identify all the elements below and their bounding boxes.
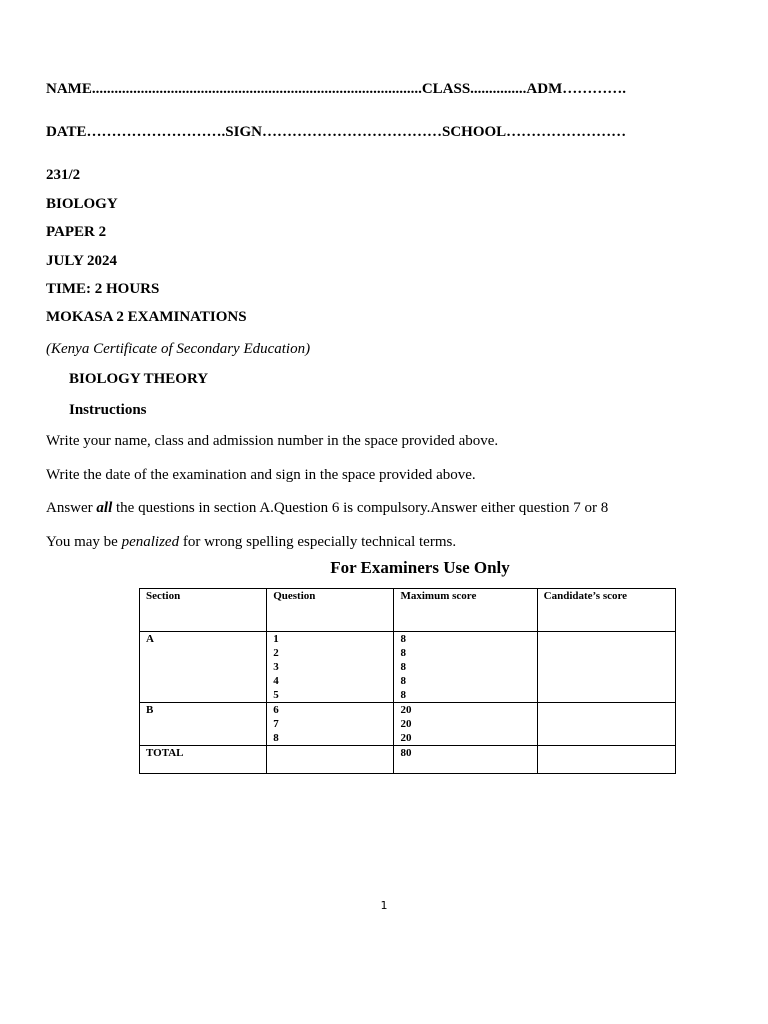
section-a-candidate-score[interactable] [537,632,675,703]
table-row-section-a [140,632,676,703]
max-score: 20 [400,718,412,730]
table-header-row [140,589,676,632]
question-number: 1 [273,633,279,645]
date-sign-school-line: DATE……………………….SIGN………………………………SCHOOL…………………… [46,124,627,140]
paper-code: 231/2 [46,167,81,183]
max-score: 8 [400,633,406,645]
instruction-4 [46,534,456,551]
max-score: 8 [400,689,406,701]
section-b-label: B [140,703,267,746]
max-score: 20 [400,704,412,716]
section-b-max-scores [394,703,537,746]
max-score: 8 [400,661,406,673]
header-candidate-score: Candidate’s score [537,589,675,632]
question-number: 2 [273,647,279,659]
instruction-4-post: for wrong spelling especially technical terms. [179,534,457,550]
exam-series: MOKASA 2 EXAMINATIONS [46,309,247,325]
max-score: 8 [400,675,406,687]
instruction-1: Write your name, class and admission number in the space provided above. [46,433,499,449]
table-row-section-b [140,703,676,746]
question-number: 4 [273,675,279,687]
instruction-3-post: the questions in section A.Question 6 is compulsory.Answer either question 7 or 8 [112,500,609,516]
page-number: 1 [380,899,388,912]
instruction-4-emphasis: penalized [121,534,180,550]
examiners-title: For Examiners Use Only [330,558,510,577]
total-question-cell [267,746,394,774]
section-a-max-scores [394,632,537,703]
certificate-name: (Kenya Certificate of Secondary Education) [46,341,311,357]
question-number: 6 [273,704,279,716]
instruction-3-pre: Answer [46,500,97,516]
name-class-adm-line: NAME........................................................................................CLASS...............ADM…………. [46,81,627,97]
max-score: 8 [400,647,406,659]
instruction-2: Write the date of the examination and sign in the space provided above. [46,467,476,483]
total-candidate-score[interactable] [537,746,675,774]
section-a-questions [267,632,394,703]
instruction-3-emphasis: all [96,500,113,516]
subject-title: BIOLOGY [46,196,118,212]
paper-number: PAPER 2 [46,224,107,240]
header-maximum-score: Maximum score [394,589,537,632]
total-max-score: 80 [394,746,537,774]
section-b-questions [267,703,394,746]
header-section: Section [140,589,267,632]
instructions-heading: Instructions [69,402,147,418]
question-number: 3 [273,661,279,673]
instruction-4-pre: You may be [46,534,122,550]
max-score: 20 [400,732,412,744]
question-number: 8 [273,732,279,744]
theory-title: BIOLOGY THEORY [69,371,209,387]
question-number: 7 [273,718,279,730]
section-a-label: A [140,632,267,703]
question-number: 5 [273,689,279,701]
exam-date: JULY 2024 [46,253,117,269]
total-label: TOTAL [140,746,267,774]
examiners-score-table [139,588,676,774]
instruction-3 [46,500,608,517]
exam-time: TIME: 2 HOURS [46,281,160,297]
table-row-total [140,746,676,774]
section-b-candidate-score[interactable] [537,703,675,746]
header-question: Question [267,589,394,632]
